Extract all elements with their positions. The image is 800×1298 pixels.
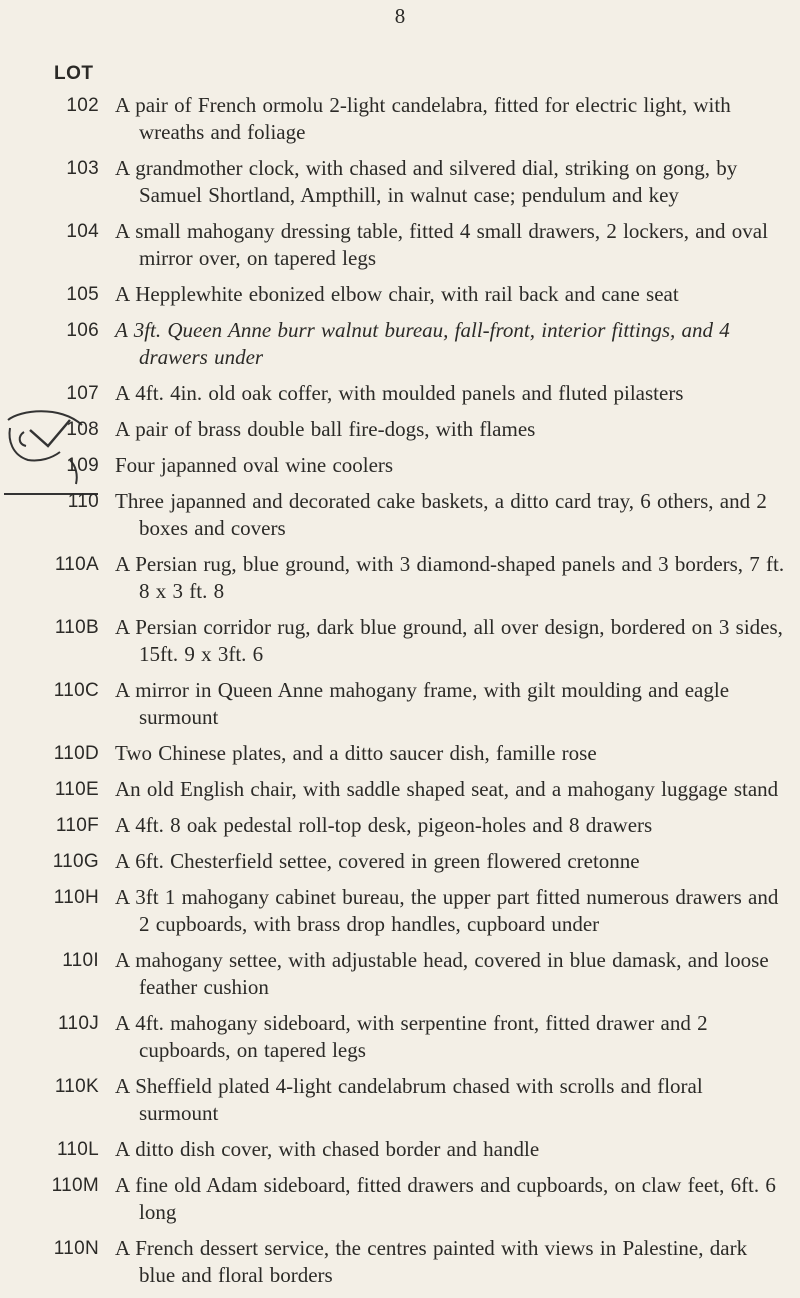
lot-entry — [38, 551, 788, 605]
lot-number: 110I — [62, 950, 99, 971]
lot-entry — [38, 92, 788, 146]
lot-entry — [38, 1136, 788, 1163]
lot-description: Two Chinese plates, and a ditto saucer dish, famille rose — [115, 741, 597, 765]
lot-entry — [38, 155, 788, 209]
lot-entry — [38, 848, 788, 875]
lot-number: 110K — [54, 1076, 99, 1097]
lot-description: Three japanned and decorated cake baskets, a ditto card tray, 6 others, and 2 boxes and covers — [115, 489, 767, 540]
lot-entry — [38, 776, 788, 803]
lot-entry — [38, 812, 788, 839]
lot-number: 107 — [66, 383, 99, 404]
lot-number: 102 — [66, 95, 99, 116]
lot-description: Four japanned oval wine coolers — [115, 453, 394, 477]
lot-number: 110A — [54, 554, 99, 575]
lot-description: A Persian rug, blue ground, with 3 diamond-shaped panels and 3 borders, 7 ft. 8 x 3 ft. 8 — [115, 552, 785, 603]
lot-entry — [38, 1073, 788, 1127]
lot-description: A Hepplewhite ebonized elbow chair, with rail back and cane seat — [115, 282, 679, 306]
lot-entry — [38, 1010, 788, 1064]
lot-number: 110N — [53, 1238, 99, 1259]
lot-number: 110C — [53, 680, 99, 701]
lot-number: 105 — [66, 284, 99, 305]
lot-number: 110E — [54, 779, 99, 800]
lot-number: 110F — [55, 815, 99, 836]
lot-entry — [38, 947, 788, 1001]
lot-entry — [38, 740, 788, 767]
lot-entry — [38, 677, 788, 731]
lot-description: A Sheffield plated 4-light candelabrum chased with scrolls and floral surmount — [115, 1074, 703, 1125]
lot-number: 103 — [66, 158, 99, 179]
lot-description: An old English chair, with saddle shaped seat, and a mahogany luggage stand — [115, 777, 779, 801]
lot-column-header: LOT — [54, 63, 94, 84]
lot-description: A 4ft. mahogany sideboard, with serpentine front, fitted drawer and 2 cupboards, on tapered legs — [115, 1011, 708, 1062]
lot-entry — [38, 380, 788, 407]
lot-number: 110 — [67, 491, 99, 512]
lot-description: A 4ft. 8 oak pedestal roll-top desk, pigeon-holes and 8 drawers — [115, 813, 653, 837]
lot-number: 110J — [58, 1013, 99, 1034]
lot-number: 108 — [66, 419, 99, 440]
lot-description: A fine old Adam sideboard, fitted drawers and cupboards, on claw feet, 6ft. 6 long — [115, 1173, 776, 1224]
lot-description: A mirror in Queen Anne mahogany frame, with gilt moulding and eagle surmount — [115, 678, 730, 729]
lot-number: 110L — [56, 1139, 99, 1160]
lot-number: 106 — [66, 320, 99, 341]
lot-description: A French dessert service, the centres painted with views in Palestine, dark blue and floral borders — [115, 1236, 748, 1287]
lot-description: A 6ft. Chesterfield settee, covered in green flowered cretonne — [115, 849, 640, 873]
lot-number: 104 — [66, 221, 99, 242]
lot-entry — [38, 317, 788, 371]
lot-entry — [38, 1172, 788, 1226]
lot-description: A 4ft. 4in. old oak coffer, with moulded panels and fluted pilasters — [115, 381, 684, 405]
lot-number: 109 — [66, 455, 99, 476]
lot-description: A mahogany settee, with adjustable head, covered in blue damask, and loose feather cushion — [115, 948, 769, 999]
lot-number: 110D — [53, 743, 99, 764]
lot-description: A ditto dish cover, with chased border and handle — [115, 1137, 540, 1161]
page-number: 8 — [394, 4, 406, 28]
lot-description: A 3ft. Queen Anne burr walnut bureau, fall-front, interior fittings, and 4 drawers under — [115, 318, 730, 369]
lot-entry — [38, 884, 788, 938]
lot-description: A Persian corridor rug, dark blue ground, all over design, bordered on 3 sides, 15ft. 9 x 3ft. 6 — [115, 615, 783, 666]
lot-number: 110M — [51, 1175, 99, 1196]
lot-entry — [38, 218, 788, 272]
lot-entry — [38, 281, 788, 308]
lot-list — [38, 92, 788, 1298]
lot-description: A 3ft 1 mahogany cabinet bureau, the upper part fitted numerous drawers and 2 cupboards, with brass drop handles, cupboard under — [115, 885, 779, 936]
lot-entry — [38, 1235, 788, 1289]
lot-entry — [38, 614, 788, 668]
lot-entry — [38, 416, 788, 443]
lot-entry — [38, 488, 788, 542]
lot-number: 110H — [53, 887, 99, 908]
lot-description: A pair of brass double ball fire-dogs, with flames — [115, 417, 536, 441]
lot-description: A small mahogany dressing table, fitted 4 small drawers, 2 lockers, and oval mirror over, on tapered legs — [115, 219, 768, 270]
lot-number: 110G — [52, 851, 99, 872]
lot-description: A pair of French ormolu 2-light candelabra, fitted for electric light, with wreaths and foliage — [115, 93, 731, 144]
lot-entry — [38, 452, 788, 479]
lot-description: A grandmother clock, with chased and silvered dial, striking on gong, by Samuel Shortland, Ampthill, in walnut case; pendulum and key — [115, 156, 738, 207]
lot-number: 110B — [54, 617, 99, 638]
